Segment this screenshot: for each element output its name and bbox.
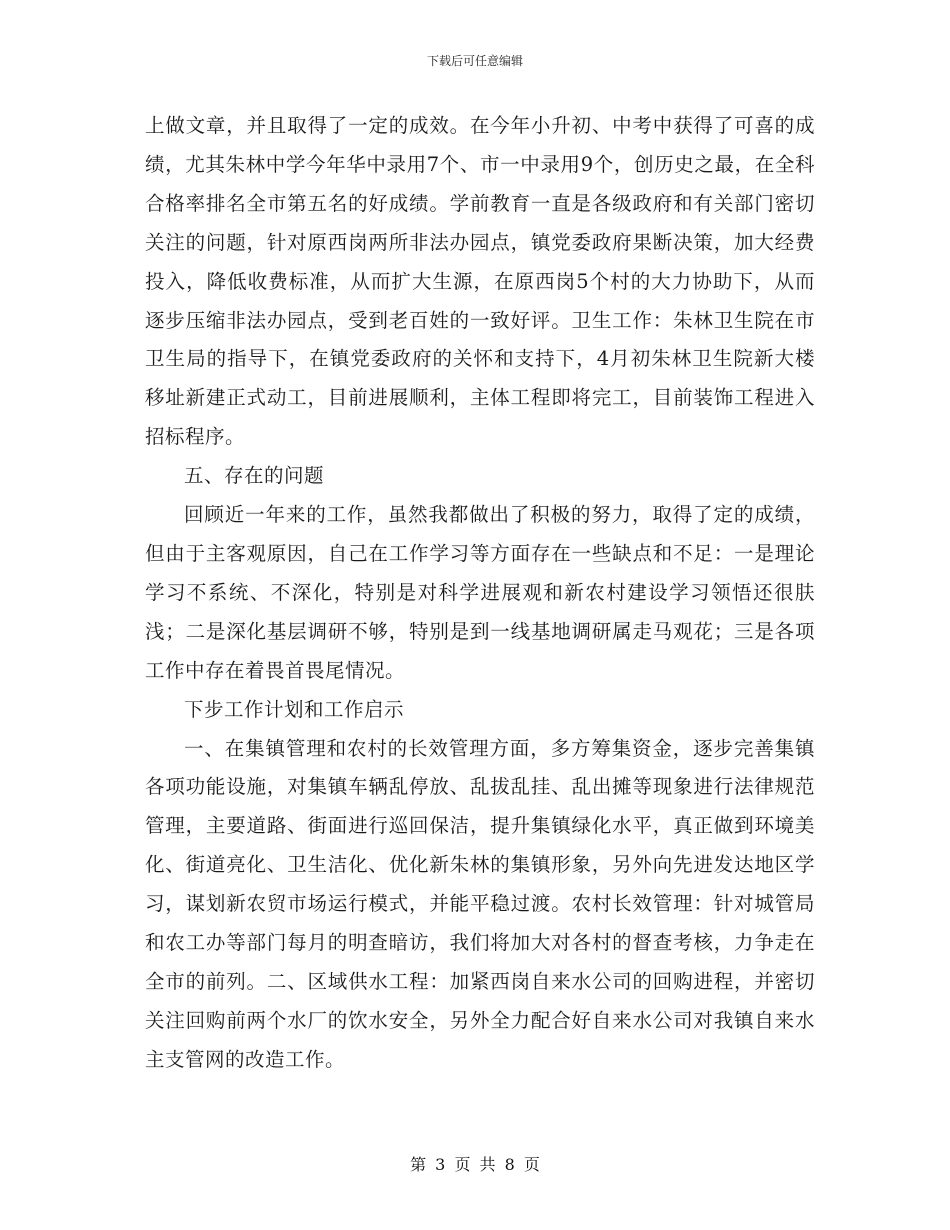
section-heading-next-steps: 下步工作计划和工作启示 (184, 697, 405, 721)
page-header: 下载后可任意编辑 (426, 54, 523, 68)
document-body (145, 107, 815, 1080)
section-heading-problems: 五、存在的问题 (184, 464, 325, 488)
page-number: 第 3 页 共 8 页 (410, 1155, 540, 1174)
paragraph-next-steps: 一、在集镇管理和农村的长效管理方面，多方筹集资金，逐步完善集镇各项功能设施，对集镇车辆乱停放、乱拔乱挂、乱出摊等现象进行法律规范管理，主要道路、街面进行巡回保洁，提升集镇绿化水平，真正做到环境美化、街道亮化、卫生洁化、优化新朱林的集镇形象，另外向先进发达地区学习，谋划新农贸市场运行模式，并能平稳过渡。农村长效管理：针对城管局和农工办等部门每月的明查暗访，我们将加大对各村的督查考核，力争走在全市的前列。二、区域供水工程：加紧西岗自来水公司的回购进程，并密切关注回购前两个水厂的饮水安全，另外全力配合好自来水公司对我镇自来水主支管网的改造工作。 (145, 736, 815, 1071)
paragraph-education-health: 上做文章，并且取得了一定的成效。在今年小升初、中考中获得了可喜的成绩，尤其朱林中学今年华中录用7个、市一中录用9个，创历史之最，在全科合格率排名全市第五名的好成绩。学前教育一直是各级政府和有关部门密切关注的问题，针对原西岗两所非法办园点，镇党委政府果断决策，加大经费投入，降低收费标准，从而扩大生源，在原西岗5个村的大力协助下，从而逐步压缩非法办园点，受到老百姓的一致好评。卫生工作：朱林卫生院在市卫生局的指导下，在镇党委政府的关怀和支持下，4月初朱林卫生院新大楼移址新建正式动工，目前进展顺利，主体工程即将完工，目前装饰工程进入招标程序。 (145, 114, 815, 449)
paragraph-problems: 回顾近一年来的工作，虽然我都做出了积极的努力，取得了定的成绩，但由于主客观原因，自己在工作学习等方面存在一些缺点和不足：一是理论学习不系统、不深化，特别是对科学进展观和新农村建设学习领悟还很肤浅；二是深化基层调研不够，特别是到一线基地调研属走马观花；三是各项工作中存在着畏首畏尾情况。 (145, 503, 815, 682)
